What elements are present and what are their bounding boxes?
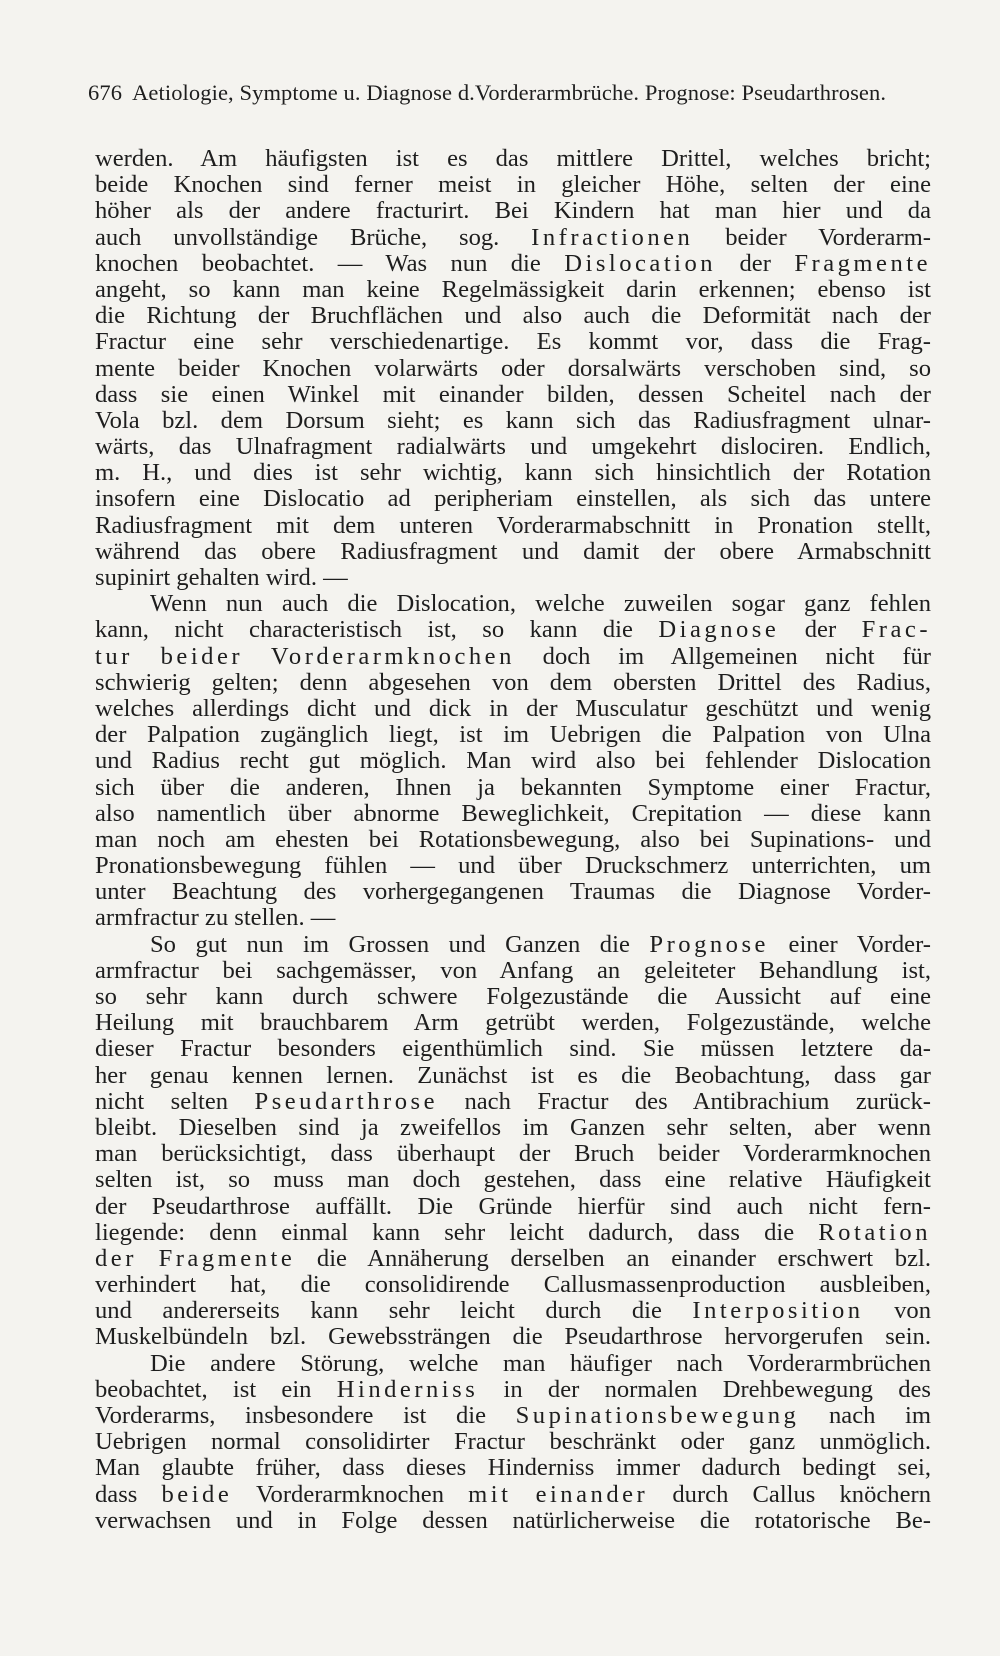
text-segment: und Radius recht gut möglich. Man wird also bei fehlender Dislocation: [95, 747, 931, 775]
spaced-emphasis: Dislocation: [564, 249, 717, 277]
text-segment: Fractur eine sehr verschiedenartige. Es kommt vor, dass die Frag-: [95, 328, 931, 356]
spaced-emphasis: Vorderarmknochen: [270, 642, 515, 670]
text-line: [95, 932, 931, 958]
text-segment: der Palpation zugänglich liegt, ist im Uebrigen die Palpation von Ulna: [95, 721, 931, 749]
text-segment: nach Fractur des Antibrachium zurück-: [437, 1087, 931, 1115]
text-segment: supinirt gehalten wird. —: [95, 564, 348, 591]
text-segment: Wenn nun auch die Dislocation, welche zuweilen sogar ganz fehlen: [150, 590, 931, 618]
text-segment: und andererseits kann sehr leicht durch die: [95, 1297, 693, 1325]
text-segment: beide Knochen sind ferner meist in gleicher Höhe, selten der eine: [95, 171, 931, 199]
text-segment: kann, nicht characteristisch ist, so kann die: [95, 616, 659, 644]
text-line: [95, 1194, 931, 1220]
text-segment: beobachtet, ist ein: [95, 1375, 337, 1403]
text-segment: her genau kennen lernen. Zunächst ist es die Beobachtung, dass gar: [95, 1061, 931, 1089]
text-segment: [133, 643, 161, 670]
body-text: [95, 146, 931, 1534]
spaced-emphasis: Frac-: [861, 616, 932, 644]
text-line: [95, 1324, 931, 1350]
text-segment: wärts, das Ulnafragment radialwärts und umgekehrt dislociren. Endlich,: [95, 433, 931, 461]
text-line: [95, 1089, 931, 1115]
text-segment: insofern eine Dislocatio ad peripheriam einstellen, als sich das untere: [95, 485, 931, 513]
text-line: [95, 1115, 931, 1141]
text-line: [95, 827, 931, 853]
text-line: [95, 1377, 931, 1403]
text-line: [95, 486, 931, 512]
text-segment: während das obere Radiusfragment und damit der obere Armabschnitt: [95, 537, 931, 565]
text-segment: selten ist, so muss man doch gestehen, dass eine relative Häufigkeit: [95, 1166, 931, 1194]
text-segment: durch Callus knöchern: [648, 1480, 931, 1508]
text-line: [95, 1036, 931, 1062]
text-line: [95, 539, 931, 565]
text-segment: man berücksichtigt, dass überhaupt der Bruch beider Vorderarmknochen: [95, 1140, 931, 1168]
text-line: [95, 513, 931, 539]
text-segment: Die andere Störung, welche man häufiger nach Vorderarmbrüchen: [150, 1349, 931, 1377]
text-segment: So gut nun im Grossen und Ganzen die: [150, 930, 650, 958]
text-segment: bleibt. Dieselben sind ja zweifellos im Ganzen sehr selten, aber wenn: [95, 1113, 931, 1141]
text-line: [95, 1010, 931, 1036]
text-segment: Vorderarms, insbesondere ist die: [95, 1402, 516, 1429]
running-title: Aetiologie, Symptome u. Diagnose d.Vorderarmbrüche. Prognose: Pseudarthrosen.: [132, 80, 887, 105]
text-segment: die Richtung der Bruchflächen und also auch die Deformität nach der: [95, 302, 931, 330]
text-line: [95, 591, 931, 617]
text-line: [95, 408, 931, 434]
text-segment: der: [716, 249, 795, 277]
text-segment: [243, 643, 271, 670]
spaced-emphasis: Interposition: [692, 1297, 864, 1325]
text-line: [95, 1220, 931, 1246]
text-segment: beider Vorderarm-: [693, 223, 931, 251]
spaced-emphasis: Prognose: [649, 930, 769, 958]
text-segment: mente beider Knochen volarwärts oder dorsalwärts verschoben sind, so: [95, 354, 931, 382]
text-line: [95, 329, 931, 355]
text-segment: verwachsen und in Folge dessen natürlicherweise die rotatorische Be-: [95, 1506, 931, 1534]
spaced-emphasis: Pseudarthrose: [254, 1087, 438, 1115]
text-segment: Uebrigen normal consolidirter Fractur beschränkt oder ganz unmöglich.: [95, 1428, 931, 1456]
text-segment: angeht, so kann man keine Regelmässigkeit darin erkennen; ebenso ist: [95, 275, 931, 303]
text-segment: also namentlich über abnorme Beweglichkeit, Crepitation — diese kann: [95, 799, 931, 827]
spaced-emphasis: Supinationsbewegung: [515, 1402, 800, 1429]
running-header: [88, 80, 930, 106]
text-line: [95, 1508, 931, 1534]
text-line: [95, 879, 931, 905]
spaced-emphasis: beide: [161, 1480, 233, 1508]
text-line: [95, 670, 931, 696]
text-line: [95, 722, 931, 748]
text-line: [95, 1351, 931, 1377]
text-line: [95, 905, 931, 931]
text-line: [95, 644, 931, 670]
text-line: [95, 748, 931, 774]
text-line: [95, 460, 931, 486]
text-segment: dieser Fractur besonders eigenthümlich sind. Sie müssen letztere da-: [95, 1035, 931, 1063]
text-segment: knochen beobachtet. — Was nun die: [95, 249, 565, 277]
text-segment: dass sie einen Winkel mit einander bilden, dessen Scheitel nach der: [95, 380, 931, 408]
text-segment: nicht selten: [95, 1087, 255, 1115]
text-line: [95, 172, 931, 198]
spaced-emphasis: beider: [160, 642, 244, 670]
text-segment: Radiusfragment mit dem unteren Vorderarmabschnitt in Pronation stellt,: [95, 511, 931, 539]
text-segment: der Pseudarthrose auffällt. Die Gründe hierfür sind auch nicht fern-: [95, 1192, 931, 1220]
text-line: [95, 434, 931, 460]
text-segment: Heilung mit brauchbarem Arm getrübt werden, Folgezustände, welche: [95, 1009, 931, 1037]
text-line: [95, 225, 931, 251]
text-segment: doch im Allgemeinen nicht für: [514, 642, 932, 670]
text-segment: der: [779, 616, 862, 644]
text-segment: von: [863, 1297, 931, 1325]
text-segment: [137, 1245, 159, 1272]
text-segment: die Annäherung derselben an einander erschwert bzl.: [295, 1244, 931, 1272]
text-line: [95, 853, 931, 879]
text-segment: werden. Am häufigsten ist es das mittlere Drittel, welches bricht;: [95, 145, 931, 172]
text-segment: Muskelbündeln bzl. Gewebssträngen die Pseudarthrose hervorgerufen sein.: [95, 1323, 931, 1351]
text-line: [95, 1063, 931, 1089]
text-segment: sich über die anderen, Ihnen ja bekannten Symptome einer Fractur,: [95, 773, 931, 801]
spaced-emphasis: Diagnose: [658, 616, 780, 644]
text-segment: armfractur bei sachgemässer, von Anfang an geleiteter Behandlung ist,: [95, 956, 931, 984]
text-segment: verhindert hat, die consolidirende Callusmassenproduction ausbleiben,: [95, 1271, 931, 1299]
text-line: [95, 146, 931, 172]
text-segment: nach im: [799, 1402, 931, 1429]
text-segment: Man glaubte früher, dass dieses Hinderniss immer dadurch bedingt sei,: [95, 1454, 931, 1482]
text-line: [95, 565, 931, 591]
text-line: [95, 775, 931, 801]
text-segment: in der normalen Drehbewegung des: [478, 1375, 931, 1403]
text-segment: höher als der andere fracturirt. Bei Kindern hat man hier und da: [95, 197, 931, 225]
text-segment: auch unvollständige Brüche, sog.: [95, 223, 532, 251]
text-segment: Vorderarmknochen: [232, 1480, 469, 1508]
text-line: [95, 1298, 931, 1324]
text-segment: armfractur zu stellen. —: [95, 904, 336, 932]
spaced-emphasis: Rotation: [818, 1218, 931, 1246]
text-segment: welches allerdings dicht und dick in der Musculatur geschützt und wenig: [95, 694, 931, 722]
spaced-emphasis: Fragmente: [158, 1244, 296, 1272]
text-segment: man noch am ehesten bei Rotationsbewegung, also bei Supinations- und: [95, 825, 931, 853]
text-line: [95, 1246, 931, 1272]
text-line: [95, 1272, 931, 1298]
text-segment: so sehr kann durch schwere Folgezustände die Aussicht auf eine: [95, 983, 931, 1010]
text-segment: schwierig gelten; denn abgesehen von dem obersten Drittel des Radius,: [95, 668, 931, 696]
text-segment: dass: [95, 1480, 162, 1508]
text-line: [95, 1141, 931, 1167]
text-line: [95, 958, 931, 984]
text-line: [95, 251, 931, 277]
text-line: [95, 356, 931, 382]
text-segment: einer Vorder-: [768, 930, 931, 958]
text-line: [95, 198, 931, 224]
text-segment: liegende: denn einmal kann sehr leicht dadurch, dass die: [95, 1218, 819, 1246]
text-line: [95, 1403, 931, 1429]
text-line: [95, 277, 931, 303]
text-line: [95, 617, 931, 643]
text-line: [95, 984, 931, 1010]
spaced-emphasis: der: [95, 1244, 137, 1272]
text-segment: Vola bzl. dem Dorsum sieht; es kann sich das Radiusfragment ulnar-: [95, 406, 931, 434]
spaced-emphasis: Infractionen: [531, 223, 694, 251]
spaced-emphasis: einander: [535, 1480, 649, 1508]
spaced-emphasis: tur: [95, 642, 133, 670]
text-line: [95, 801, 931, 827]
text-segment: [511, 1481, 535, 1508]
spaced-emphasis: mit: [468, 1480, 512, 1508]
text-line: [95, 303, 931, 329]
text-line: [95, 1455, 931, 1481]
spaced-emphasis: Fragmente: [794, 249, 932, 277]
text-segment: m. H., und dies ist sehr wichtig, kann sich hinsichtlich der Rotation: [95, 459, 931, 487]
text-line: [95, 696, 931, 722]
text-line: [95, 1482, 931, 1508]
text-line: [95, 1429, 931, 1455]
text-line: [95, 382, 931, 408]
text-segment: unter Beachtung des vorhergegangenen Traumas die Diagnose Vorder-: [95, 878, 931, 906]
page-number: 676: [88, 80, 123, 105]
spaced-emphasis: Hinderniss: [336, 1375, 479, 1403]
text-line: [95, 1167, 931, 1193]
text-segment: Pronationsbewegung fühlen — und über Druckschmerz unterrichten, um: [95, 852, 931, 880]
